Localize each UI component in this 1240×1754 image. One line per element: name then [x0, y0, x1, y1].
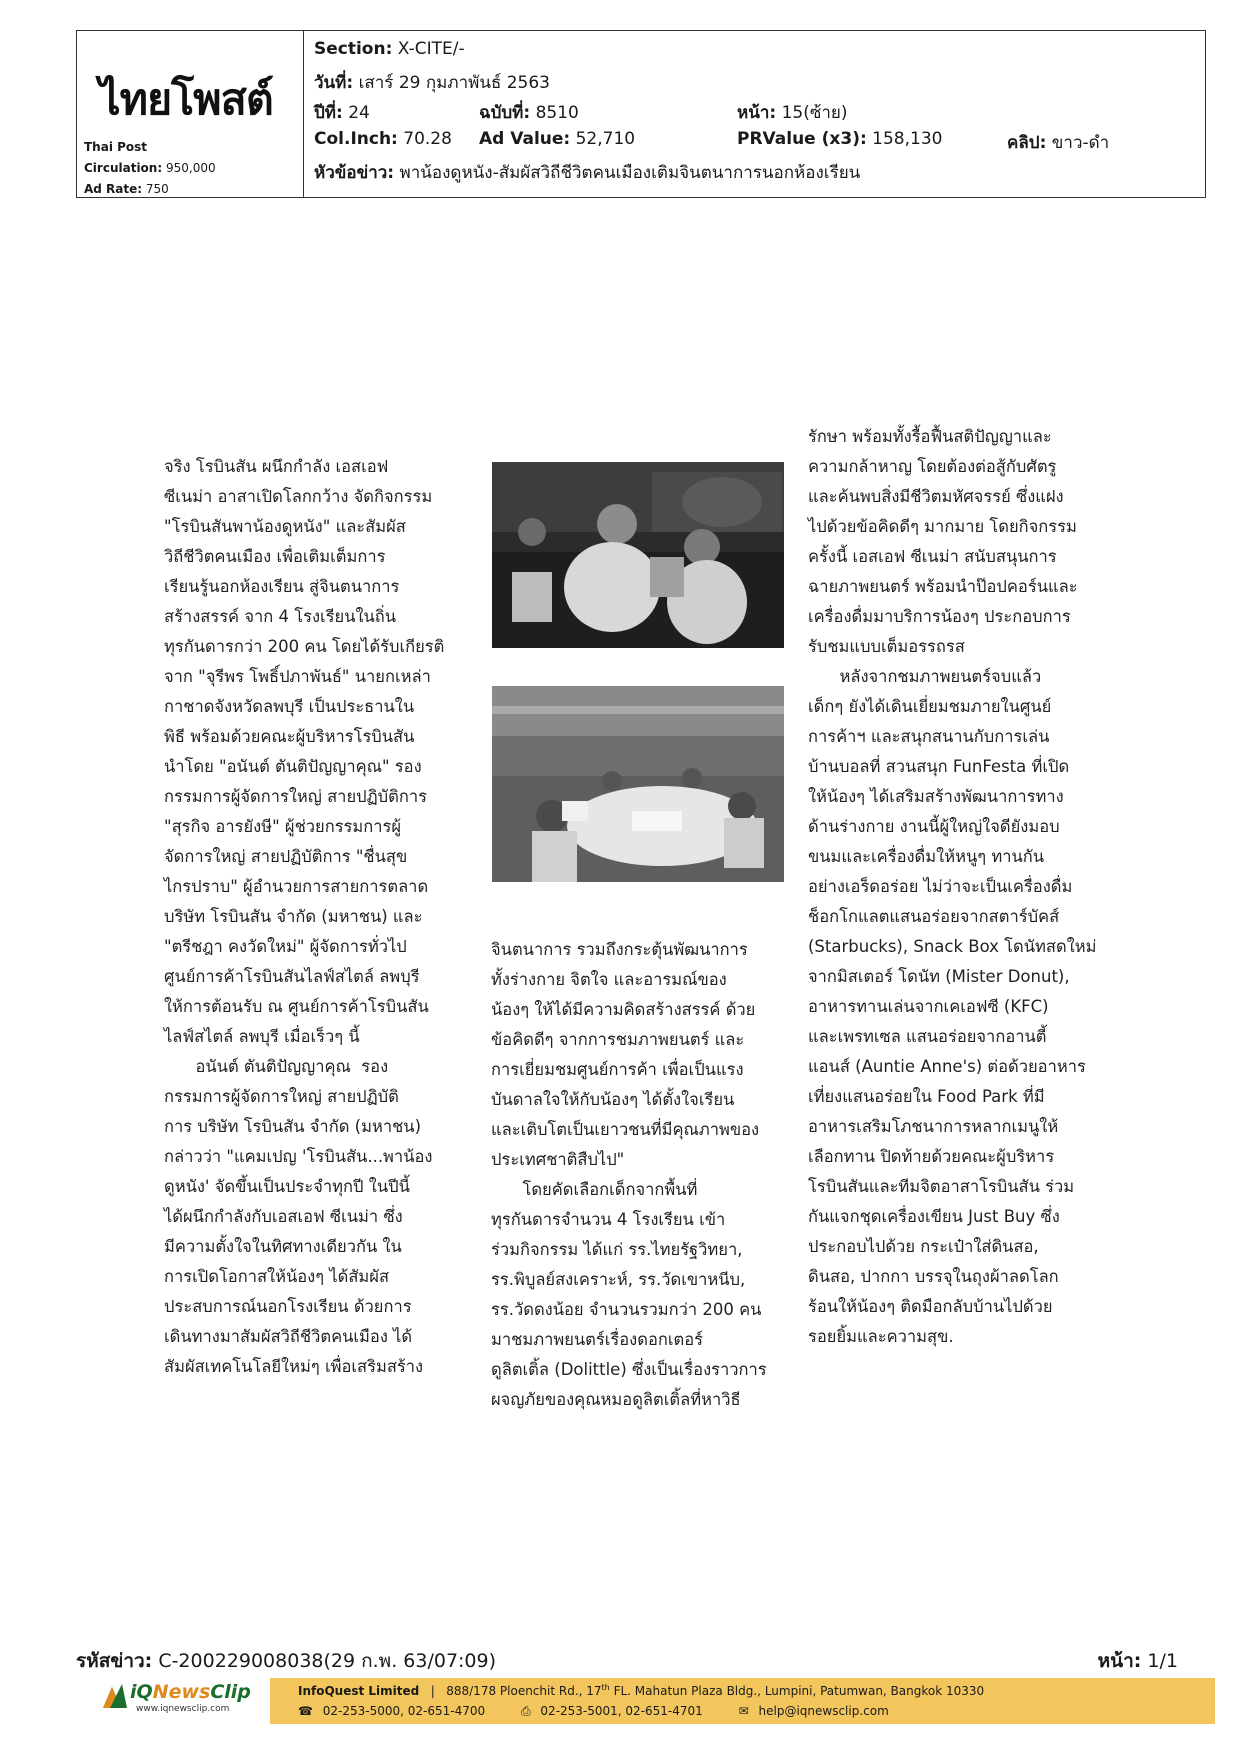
article-line: จัดการใหญ่ สายปฏิบัติการ "ชื่นสุข [164, 847, 408, 866]
section-row [314, 39, 465, 59]
article-line: "สุรกิจ อารยังษี" ผู้ช่วยกรรมการผู้ [164, 817, 402, 836]
article-line: ดูลิตเติ้ล (Dolittle) ซึ่งเป็นเรื่องราวการ [491, 1360, 767, 1379]
article-line: ฉายภาพยนตร์ พร้อมนำป๊อปคอร์นและ [808, 577, 1078, 596]
article-column-3 [808, 422, 1118, 1352]
article-line: รอยยิ้มและความสุข. [808, 1327, 954, 1346]
article-line: เด็กๆ ยังได้เดินเยี่ยมชมภายในศูนย์ [808, 697, 1052, 716]
photo-food-court [492, 686, 784, 882]
company-address-line: InfoQuest Limited | 888/178 Ploenchit Rd., 17th FL. Mahatun Plaza Bldg., Lumpini, Patumwan, Bangkok 10330 [298, 1683, 985, 1698]
publication-meta [84, 137, 216, 200]
iqnewsclip-mark-icon [100, 1681, 130, 1711]
article-line: รร.พิบูลย์สงเคราะห์, รร.วัดเขาหนีบ, [491, 1270, 746, 1289]
photo-cinema-children [492, 462, 784, 648]
issue-value: 8510 [535, 103, 579, 123]
article-line: โรบินสันและทีมจิตอาสาโรบินสัน ร่วม [808, 1177, 1075, 1196]
article-line: ทุรกันดารกว่า 200 คน โดยได้รับเกียรติ [164, 637, 445, 656]
article-line: ร้อนให้น้องๆ ติดมือกลับบ้านไปด้วย [808, 1297, 1053, 1316]
article-line: ช็อกโกแลตแสนอร่อยจากสตาร์บัคส์ [808, 907, 1060, 926]
article-line: การเปิดโอกาสให้น้องๆ ได้สัมผัส [164, 1267, 390, 1286]
article-line: บ้านบอลที่ สวนสนุก FunFesta ที่เปิด [808, 757, 1070, 776]
article-line: และค้นพบสิ่งมีชีวิตมหัศจรรย์ ซึ่งแฝง [808, 487, 1064, 506]
photo-cinema-image [492, 462, 784, 648]
headline-row [314, 159, 860, 186]
publication-cell [77, 31, 304, 197]
article-line: กล่าวว่า "แคมเปญ 'โรบินสัน...พาน้อง [164, 1147, 433, 1166]
article-line: น้องๆ ให้ได้มีความคิดสร้างสรรค์ ด้วย [491, 1000, 756, 1019]
article-line: ให้น้องๆ ได้เสริมสร้างพัฒนาการทาง [808, 787, 1064, 806]
clip-field [1007, 129, 1109, 156]
brand-iq: iQ [130, 1681, 153, 1703]
article-line: สร้างสรรค์ จาก 4 โรงเรียนในถิ่น [164, 607, 397, 626]
article-line: อาหารทานเล่นจากเคเอฟซี (KFC) [808, 997, 1049, 1016]
iqnewsclip-logo [100, 1679, 260, 1719]
brand-clip: Clip [210, 1681, 251, 1703]
footer-page-value: 1/1 [1147, 1650, 1178, 1672]
company-contact-bar [270, 1678, 1215, 1724]
article-line: ประสบการณ์นอกโรงเรียน ด้วยการ [164, 1297, 412, 1316]
article-line: ด้านร่างกาย งานนี้ผู้ใหญ่ใจดียังมอบ [808, 817, 1060, 836]
year-label: ปีที่: [314, 103, 343, 123]
article-line: ประกอบไปด้วย กระเป๋าใส่ดินสอ, [808, 1237, 1039, 1256]
article-line: ความกล้าหาญ โดยต้องต่อสู้กับศัตรู [808, 457, 1057, 476]
advalue-value: 52,710 [575, 129, 636, 149]
article-line: และเติบโตเป็นเยาวชนที่มีคุณภาพของ [491, 1120, 760, 1139]
article-line: เลือกทาน ปิดท้ายด้วยคณะผู้บริหาร [808, 1147, 1055, 1166]
year-field [314, 99, 370, 126]
date-value: เสาร์ 29 กุมภาพันธ์ 2563 [358, 73, 551, 93]
fax-numbers: 02-253-5001, 02-651-4701 [540, 1704, 703, 1718]
article-line: ขนมและเครื่องดื่มให้หนูๆ ทานกัน [808, 847, 1045, 866]
clip-value: ขาว-ดำ [1051, 133, 1110, 153]
headline-value: พาน้องดูหนัง-สัมผัสวิถีชีวิตคนเมืองเติมจินตนาการนอกห้องเรียน [399, 163, 861, 183]
article-line: ไปด้วยข้อคิดดีๆ มากมาย โดยกิจกรรม [808, 517, 1077, 536]
article-column-1 [164, 452, 464, 1382]
article-line: จินตนาการ รวมถึงกระตุ้นพัฒนาการ [491, 940, 748, 959]
phone-numbers: 02-253-5000, 02-651-4700 [322, 1704, 486, 1718]
company-address-sup: th [601, 1683, 610, 1692]
article-line: นำโดย "อนันต์ ตันติปัญญาคุณ" รอง [164, 757, 422, 776]
article-line: ทุรกันดารจำนวน 4 โรงเรียน เข้า [491, 1210, 726, 1229]
article-line: เรียนรู้นอกห้องเรียน สู่จินตนาการ [164, 577, 400, 596]
article-line: ซีเนม่า อาสาเปิดโลกกว้าง จัดกิจกรรม [164, 487, 433, 506]
article-line: อย่างเอร็ดอร่อย ไม่ว่าจะเป็นเครื่องดื่ม [808, 877, 1073, 896]
article-line: กันแจกชุดเครื่องเขียน Just Buy ซึ่ง [808, 1207, 1060, 1226]
article-line: จากมิสเตอร์ โดนัท (Mister Donut), [808, 967, 1070, 986]
page-label: หน้า: [737, 103, 777, 123]
article-line: ไกรปราบ" ผู้อำนวยการสายการตลาด [164, 877, 429, 896]
section-value: X-CITE/- [397, 39, 465, 59]
article-line: (Starbucks), Snack Box โดนัทสดใหม่ [808, 937, 1097, 956]
colinch-field [314, 129, 452, 149]
article-line: การ บริษัท โรบินสัน จำกัด (มหาชน) [164, 1117, 422, 1136]
year-value: 24 [348, 103, 370, 123]
article-line: มาชมภาพยนตร์เรื่องดอกเตอร์ [491, 1330, 703, 1349]
article-line: กาชาดจังหวัดลพบุรี เป็นประธานใน [164, 697, 415, 716]
page-field [737, 99, 848, 126]
photo-food-court-image [492, 686, 784, 882]
article-line: การค้าฯ และสนุกสนานกับการเล่น [808, 727, 1050, 746]
clip-label: คลิป: [1007, 133, 1047, 153]
article-line: ประเทศชาติสืบไป" [491, 1150, 625, 1169]
article-line: หลังจากชมภาพยนตร์จบแล้ว [808, 667, 1042, 686]
section-label: Section: [314, 39, 393, 59]
article-line: ไลฟ์สไตล์ ลพบุรี เมื่อเร็วๆ นี้ [164, 1027, 360, 1046]
company-address: 888/178 Ploenchit Rd., 17 [446, 1684, 602, 1698]
issue-field [479, 99, 579, 126]
article-line: ผจญภัยของคุณหมอดูลิตเติ้ลที่หาวิธี [491, 1390, 741, 1409]
news-code [76, 1646, 496, 1676]
publication-logo: ไทยโพสต์ [99, 75, 273, 125]
advalue-field [479, 129, 635, 149]
date-label: วันที่: [314, 73, 354, 93]
article-line: อาหารเสริมโภชนาการหลากเมนูให้ [808, 1117, 1059, 1136]
article-line: เดินทางมาสัมผัสวิถีชีวิตคนเมือง ได้ [164, 1327, 413, 1346]
ad-rate-label: Ad Rate: [84, 182, 143, 196]
prvalue-field [737, 129, 942, 149]
colinch-value: 70.28 [403, 129, 452, 149]
article-line: ร่วมกิจกรรม ได้แก่ รร.ไทยรัฐวิทยา, [491, 1240, 743, 1259]
brand-news: News [152, 1681, 211, 1703]
company-name: InfoQuest Limited [298, 1684, 420, 1698]
article-line: เครื่องดื่มมาบริการน้องๆ ประกอบการ [808, 607, 1071, 626]
date-row [314, 69, 550, 96]
fax-icon: ⎙ [520, 1704, 531, 1718]
article-line: รักษา พร้อมทั้งรื้อฟื้นสติปัญญาและ [808, 427, 1052, 446]
article-line: การเยี่ยมชมศูนย์การค้า เพื่อเป็นแรง [491, 1060, 744, 1079]
article-line: ดินสอ, ปากกา บรรจุในถุงผ้าลดโลก [808, 1267, 1059, 1286]
article-line: ครั้งนี้ เอสเอฟ ซีเนม่า สนับสนุนการ [808, 547, 1057, 566]
email-icon: ✉ [738, 1704, 749, 1718]
article-line: โดยคัดเลือกเด็กจากพื้นที่ [491, 1180, 698, 1199]
article-line: ได้ผนึกกำลังกับเอสเอฟ ซีเนม่า ซึ่ง [164, 1207, 403, 1226]
iqnewsclip-url: www.iqnewsclip.com [136, 1704, 230, 1714]
article-line: แอนส์ (Auntie Anne's) ต่อด้วยอาหาร [808, 1057, 1086, 1076]
article-line: เที่ยงแสนอร่อยใน Food Park ที่มี [808, 1087, 1045, 1106]
circulation-value: 950,000 [165, 161, 216, 175]
clip-header [76, 30, 1206, 198]
circulation-label: Circulation: [84, 161, 163, 175]
article-line: มีความตั้งใจในทิศทางเดียวกัน ใน [164, 1237, 402, 1256]
footer-page-label: หน้า: [1097, 1650, 1142, 1672]
article-line: พิธี พร้อมด้วยคณะผู้บริหารโรบินสัน [164, 727, 415, 746]
issue-label: ฉบับที่: [479, 103, 531, 123]
article-line: ให้การต้อนรับ ณ ศูนย์การค้าโรบินสัน [164, 997, 429, 1016]
article-line: และเพรทเซล แสนอร่อยจากอานตี้ [808, 1027, 1047, 1046]
news-code-value: C-200229008038(29 ก.พ. 63/07:09) [158, 1650, 497, 1672]
article-line: กรรมการผู้จัดการใหญ่ สายปฏิบัติการ [164, 787, 427, 806]
phone-icon: ☎ [298, 1704, 313, 1718]
article-line: จาก "จุรีพร โพธิ์ปภาพันธ์" นายกเหล่า [164, 667, 431, 686]
article-line: รับชมแบบเต็มอรรถรส [808, 637, 965, 656]
article-line: ทั้งร่างกาย จิตใจ และอารมณ์ของ [491, 970, 727, 989]
article-line: บันดาลใจให้กับน้องๆ ได้ตั้งใจเรียน [491, 1090, 735, 1109]
prvalue-value: 158,130 [872, 129, 943, 149]
publication-name: Thai Post [84, 140, 148, 154]
article-line: ข้อคิดดีๆ จากการชมภาพยนตร์ และ [491, 1030, 745, 1049]
prvalue-label: PRValue (x3): [737, 129, 867, 149]
article-line: "โรบินสันพาน้องดูหนัง" และสัมผัส [164, 517, 406, 536]
news-code-label: รหัสข่าว: [76, 1650, 153, 1672]
page-value: 15(ซ้าย) [781, 103, 848, 123]
headline-label: หัวข้อข่าว: [314, 163, 395, 183]
email-address: help@iqnewsclip.com [758, 1704, 889, 1718]
advalue-label: Ad Value: [479, 129, 571, 149]
article-column-2 [491, 935, 791, 1415]
article-line: อนันต์ ตันติปัญญาคุณ รอง [164, 1057, 389, 1076]
article-line: รร.วัดดงน้อย จำนวนรวมกว่า 200 คน [491, 1300, 762, 1319]
ad-rate-value: 750 [145, 182, 169, 196]
clip-meta [304, 31, 1205, 197]
article-line: จริง โรบินสัน ผนึกกำลัง เอสเอฟ [164, 457, 389, 476]
article-line: กรรมการผู้จัดการใหญ่ สายปฏิบัติ [164, 1087, 399, 1106]
colinch-label: Col.Inch: [314, 129, 398, 149]
footer-page [1098, 1646, 1178, 1676]
company-contact-line [298, 1704, 921, 1719]
article-line: "ตรีชฎา คงวัดใหม่" ผู้จัดการทั่วไป [164, 937, 407, 956]
company-address-rest: FL. Mahatun Plaza Bldg., Lumpini, Patumwan, Bangkok 10330 [609, 1684, 985, 1698]
article-line: ศูนย์การค้าโรบินสันไลฟ์สไตล์ ลพบุรี [164, 967, 420, 986]
article-line: บริษัท โรบินสัน จำกัด (มหาชน) และ [164, 907, 423, 926]
iqnewsclip-brand [130, 1681, 251, 1703]
article-line: ดูหนัง' จัดขึ้นเป็นประจำทุกปี ในปีนี้ [164, 1177, 410, 1196]
article-line: วิถีชีวิตคนเมือง เพื่อเติมเต็มการ [164, 547, 386, 566]
article-line: สัมผัสเทคโนโลยีใหม่ๆ เพื่อเสริมสร้าง [164, 1357, 424, 1376]
